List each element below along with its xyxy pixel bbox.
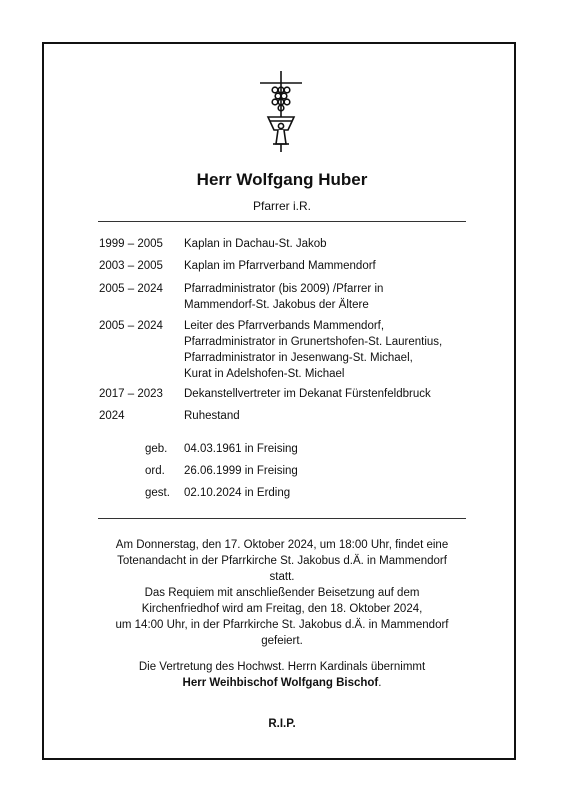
career-description xyxy=(184,236,484,252)
career-line: Kurat in Adelshofen-St. Michael xyxy=(184,368,345,380)
notice-line: gefeiert. xyxy=(261,635,303,647)
notice-line: statt. xyxy=(269,571,295,583)
career-line: Kaplan im Pfarrverband Mammendorf xyxy=(184,260,376,272)
career-years: 2017 – 2023 xyxy=(99,388,163,400)
career-line: Dekanstellvertreter im Dekanat Fürstenfeldbruck xyxy=(184,388,431,400)
date-label: geb. xyxy=(145,443,168,455)
career-years: 1999 – 2005 xyxy=(99,238,163,250)
career-description xyxy=(184,408,484,424)
notice-line xyxy=(80,675,484,691)
notice-line: um 14:00 Uhr, in der Pfarrkirche St. Jakobus d.Ä. in Mammendorf xyxy=(115,619,449,631)
celebrant-name: Herr Weihbischof Wolfgang Bischof xyxy=(182,677,379,689)
celebrant-suffix: . xyxy=(378,677,382,689)
person-name: Herr Wolfgang Huber xyxy=(196,170,368,189)
career-line: Pfarradministrator in Grunertshofen-St. Laurentius, xyxy=(184,336,443,348)
date-value: 02.10.2024 in Erding xyxy=(184,487,291,499)
notice-line: Die Vertretung des Hochwst. Herrn Kardinals übernimmt xyxy=(138,661,426,673)
career-line: Pfarradministrator in Jesenwang-St. Michael, xyxy=(184,352,413,364)
date-value: 04.03.1961 in Freising xyxy=(184,443,298,455)
representation-notice xyxy=(80,659,484,691)
divider xyxy=(98,221,466,222)
vigil-notice xyxy=(80,537,484,585)
notice-line: Am Donnerstag, den 17. Oktober 2024, um 18:00 Uhr, findet eine xyxy=(115,539,449,551)
date-value: 26.06.1999 in Freising xyxy=(184,465,298,477)
career-years: 2005 – 2024 xyxy=(99,320,163,332)
date-label: gest. xyxy=(145,487,170,499)
notice-line: Das Requiem mit anschließender Beisetzung auf dem xyxy=(144,587,420,599)
career-line: Kaplan in Dachau-St. Jakob xyxy=(184,238,327,250)
career-line: Ruhestand xyxy=(184,410,240,422)
notice-line: Kirchenfriedhof wird am Freitag, den 18. Oktober 2024, xyxy=(141,603,423,615)
career-description xyxy=(184,258,484,274)
career-line: Leiter des Pfarrverbands Mammendorf, xyxy=(184,320,385,332)
career-line: Mammendorf-St. Jakobus der Ältere xyxy=(184,299,369,311)
career-description xyxy=(184,386,484,402)
career-line: Pfarradministrator (bis 2009) /Pfarrer in xyxy=(184,283,384,295)
career-description xyxy=(184,318,484,382)
person-title: Pfarrer i.R. xyxy=(252,199,311,213)
requiem-notice xyxy=(80,585,484,649)
divider xyxy=(98,518,466,519)
career-years: 2024 xyxy=(99,410,125,422)
notice-line: Totenandacht in der Pfarrkirche St. Jakobus d.Ä. in Mammendorf xyxy=(117,555,447,567)
rip-closing: R.I.P. xyxy=(268,718,296,730)
cross-grapes-chalice-icon xyxy=(256,70,306,152)
date-label: ord. xyxy=(145,465,165,477)
career-years: 2005 – 2024 xyxy=(99,283,163,295)
career-years: 2003 – 2005 xyxy=(99,260,163,272)
career-description xyxy=(184,281,484,313)
